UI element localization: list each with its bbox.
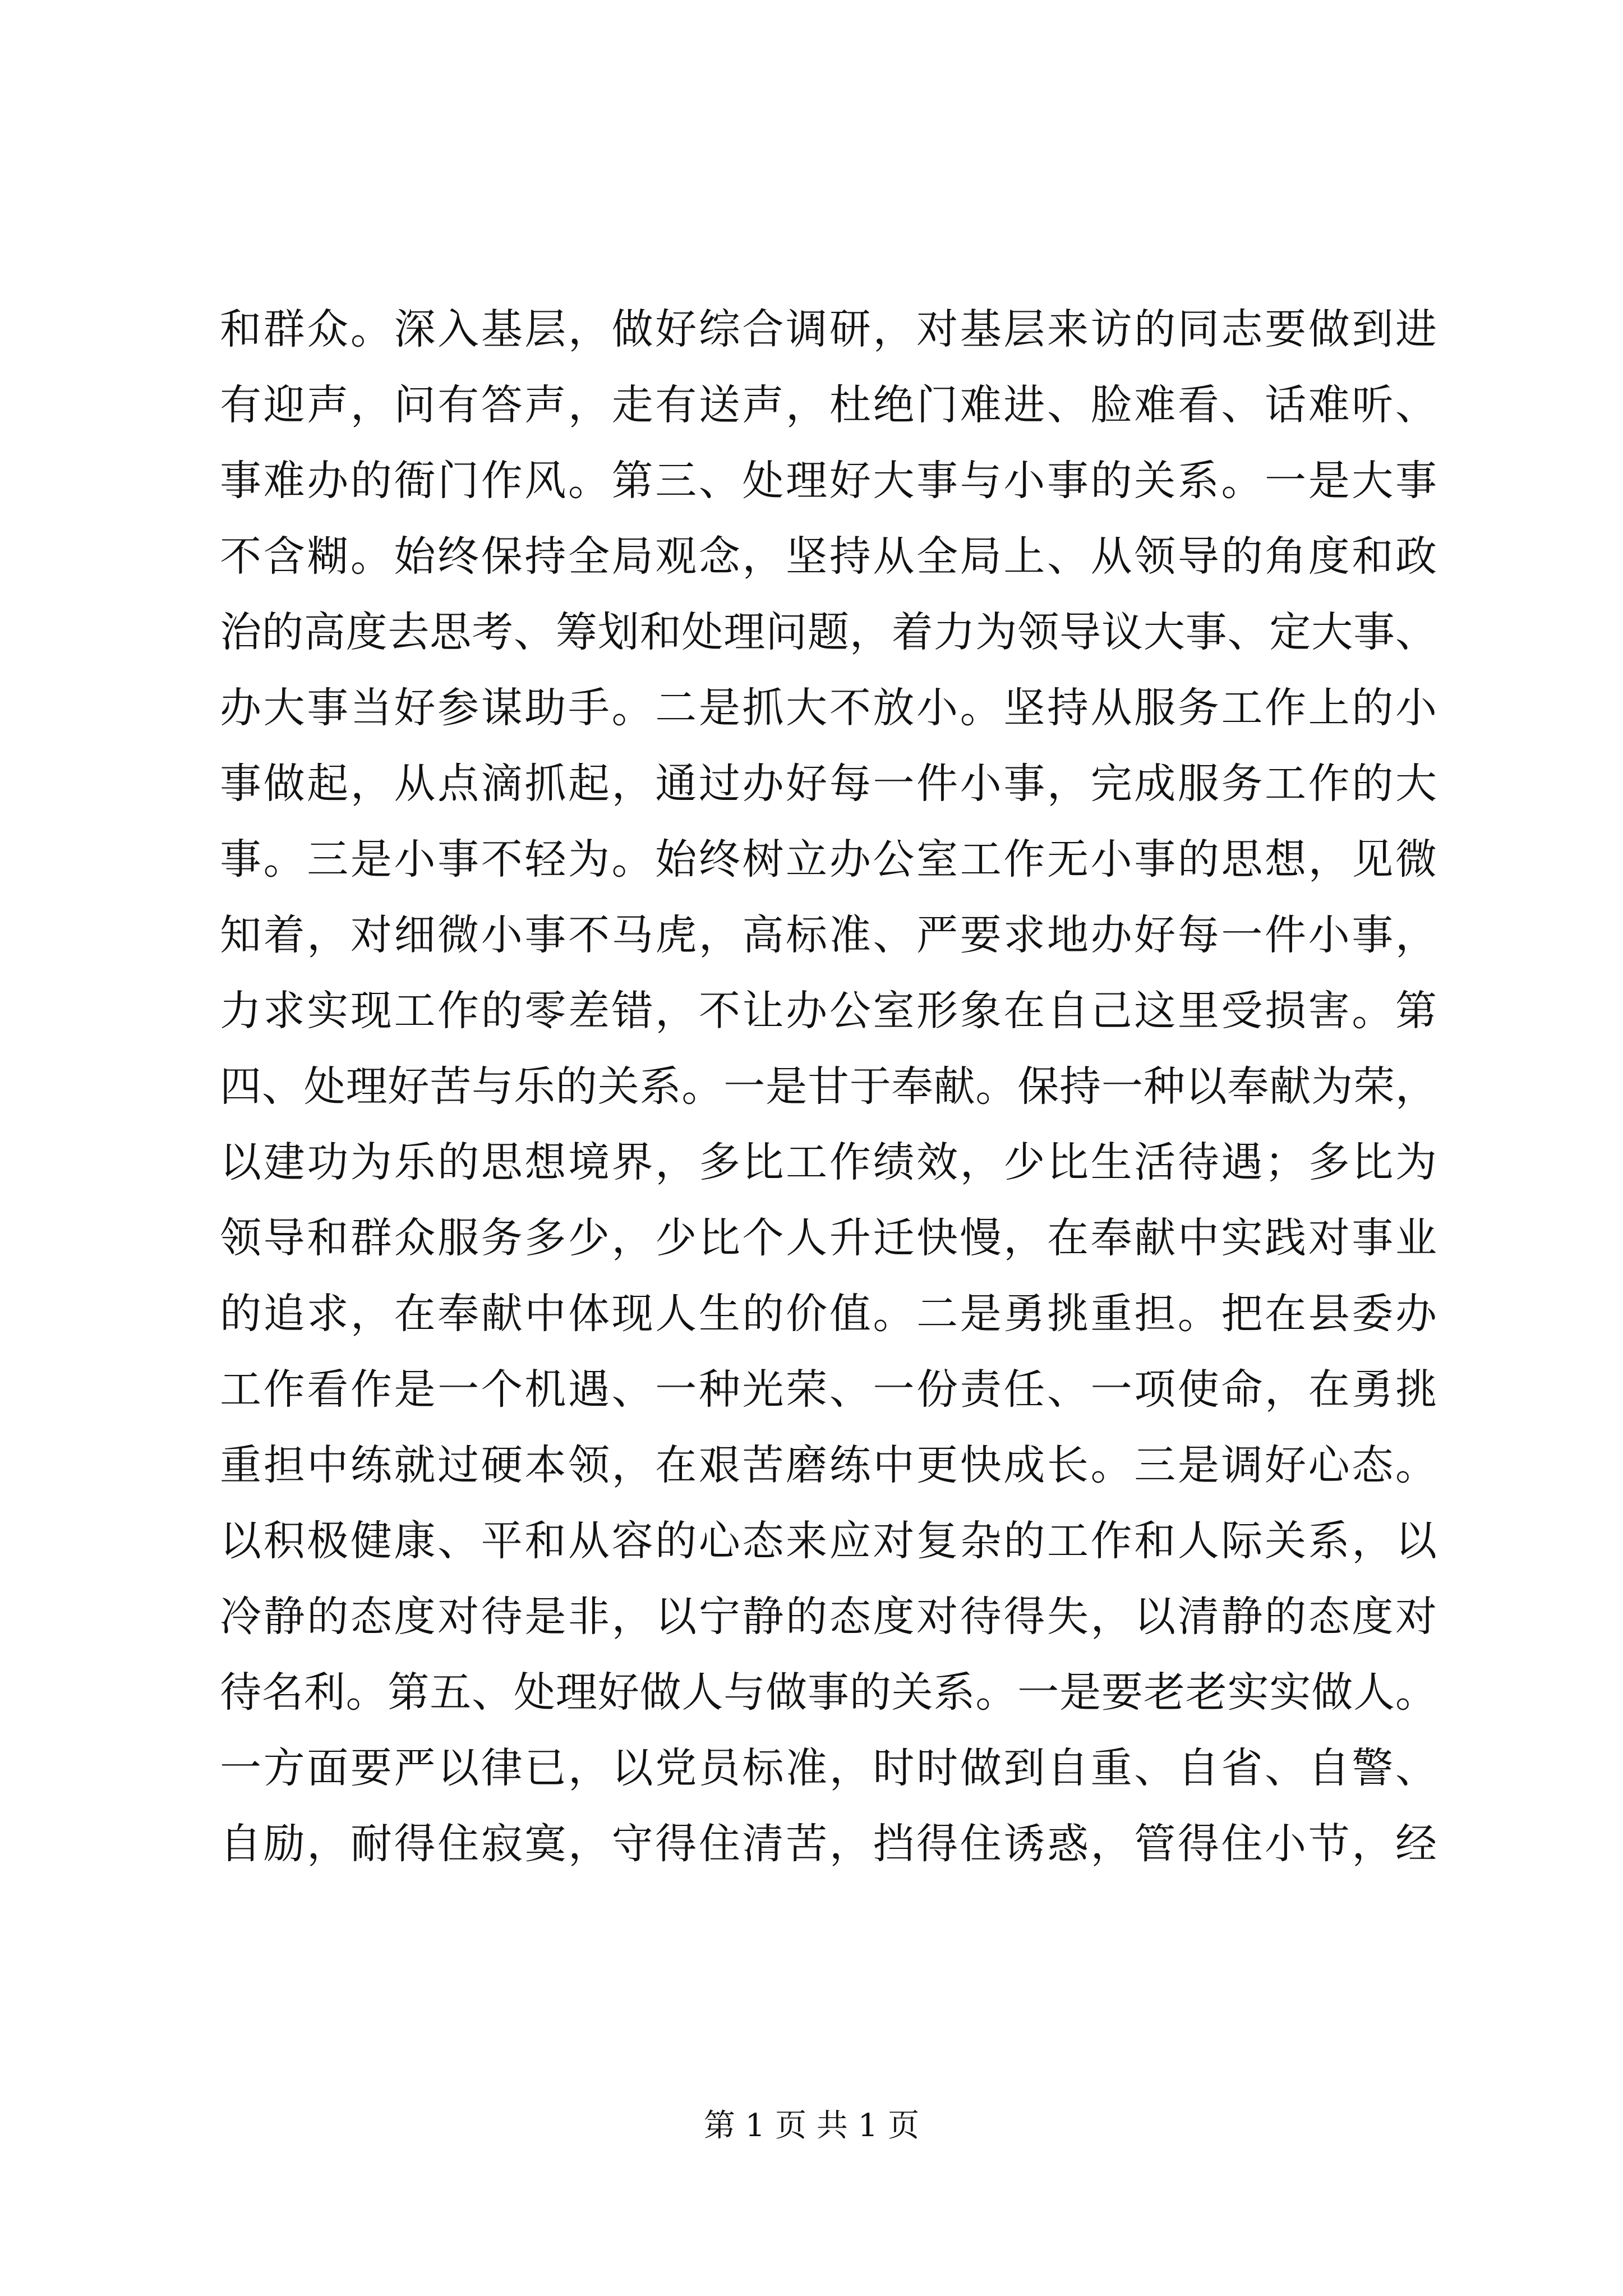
text-line: 事做起，从点滴抓起，通过办好每一件小事，完成服务工作的大 (220, 760, 1437, 808)
text-line: 冷静的态度对待是非，以宁静的态度对待得失，以清静的态度对 (220, 1593, 1437, 1641)
text-line: 待名利。第五、处理好做人与做事的关系。一是要老老实实做人。 (220, 1668, 1437, 1717)
text-line: 力求实现工作的零差错，不让办公室形象在自己这里受损害。第 (220, 987, 1437, 1035)
page-number: 第 1 页 共 1 页 (703, 2108, 920, 2144)
text-line: 四、处理好苦与乐的关系。一是甘于奉献。保持一种以奉献为荣， (220, 1062, 1437, 1111)
text-line: 知着，对细微小事不马虎，高标准、严要求地办好每一件小事， (220, 911, 1437, 959)
text-line: 办大事当好参谋助手。二是抓大不放小。坚持从服务工作上的小 (220, 684, 1437, 732)
text-line: 领导和群众服务多少，少比个人升迁快慢，在奉献中实践对事业 (220, 1214, 1437, 1262)
text-line: 工作看作是一个机遇、一种光荣、一份责任、一项使命，在勇挑 (220, 1365, 1437, 1414)
text-line: 有迎声，问有答声，走有送声，杜绝门难进、脸难看、话难听、 (220, 381, 1437, 429)
text-line: 重担中练就过硬本领，在艰苦磨练中更快成长。三是调好心态。 (220, 1441, 1437, 1489)
text-line: 以建功为乐的思想境界，多比工作绩效，少比生活待遇；多比为 (220, 1138, 1437, 1186)
text-line: 事难办的衙门作风。第三、处理好大事与小事的关系。一是大事 (220, 457, 1437, 505)
text-line: 治的高度去思考、筹划和处理问题，着力为领导议大事、定大事、 (220, 608, 1437, 656)
text-line: 和群众。深入基层，做好综合调研，对基层来访的同志要做到进 (220, 305, 1437, 353)
text-line: 的追求，在奉献中体现人生的价值。二是勇挑重担。把在县委办 (220, 1290, 1437, 1338)
page-footer (0, 2104, 1623, 2148)
text-line: 不含糊。始终保持全局观念，坚持从全局上、从领导的角度和政 (220, 532, 1437, 581)
text-line: 一方面要严以律已，以党员标准，时时做到自重、自省、自警、 (220, 1744, 1437, 1792)
body-text (220, 292, 1437, 1882)
text-line: 事。三是小事不轻为。始终树立办公室工作无小事的思想，见微 (220, 835, 1437, 884)
text-line: 自励，耐得住寂寞，守得住清苦，挡得住诱惑，管得住小节，经 (220, 1820, 1437, 1868)
text-line: 以积极健康、平和从容的心态来应对复杂的工作和人际关系，以 (220, 1517, 1437, 1565)
